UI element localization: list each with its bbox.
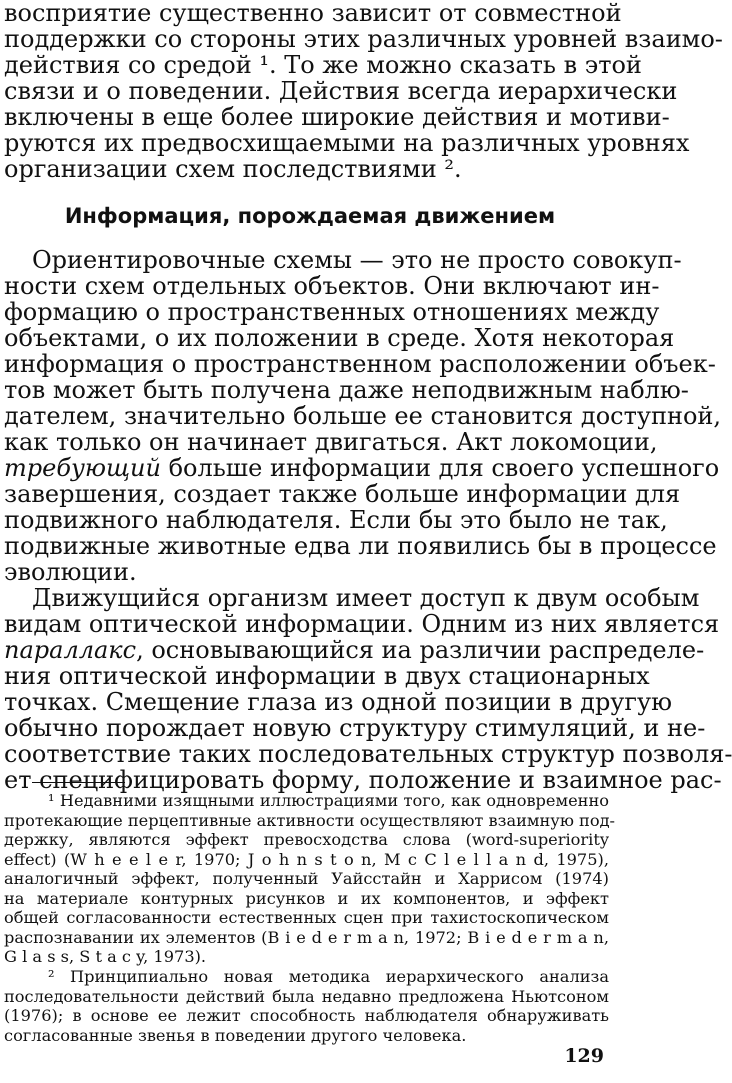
text-line: эволюции. [4,558,137,586]
text-line: включены в еще более широкие действия и мотиви- [4,103,670,131]
text-line: ет специфицировать форму, положение и взаимное рас- [4,766,722,794]
text-line: аналогичный эффект, полученный Уайсстайн и Харрисом (1974) [4,869,609,888]
text-line: дателем, значительно больше ее становится доступной, [4,402,722,430]
text-line: видам оптической информации. Одним из них является [4,610,720,638]
text-line: подвижные животные едва ли появились бы в процессе [4,532,717,560]
text-line: руются их предвосхищаемыми на различных уровнях [4,129,690,157]
text-line: ¹ Недавними изящными иллюстрациями того, как одновременно [48,791,609,810]
text-line: effect) (W h e e l e r, 1970; J o h n s t o n, M c C l e l l a n d, 1975), [4,849,609,869]
text-line: (1976); в основе ее лежит способность наблюдателя обнаруживать [4,1006,609,1025]
text-line: протекающие перцептивные активности осуществляют взаимную под- [4,810,616,830]
text-line: объектами, о их положении в среде. Хотя некоторая [4,324,675,352]
text-line: ния оптической информации в двух стационарных [4,662,650,690]
text-line: на материале контурных рисунков и их компонентов, и эффект [4,888,609,908]
text-line: общей согласованности естественных сцен при тахистоскопическом [4,908,609,927]
text-line-rest: , основывающийся иа различии распределе- [136,636,705,664]
text-line: распознавании их элементов (B i e d e r m a n, 1972; B i e d e r m a n, [4,927,609,947]
text-line: связи и о поведении. Действия всегда иерархически [4,77,678,105]
text-line: точках. Смещение глаза из одной позиции в другую [4,688,673,716]
text-line: завершения, создает также больше информации для [4,480,681,508]
footnote-separator [32,782,125,783]
text-line: организации схем последствиями ². [4,155,462,183]
emphasized-term: параллакс [4,636,137,664]
text-line: поддержки со стороны этих различных уровней взаимо- [4,25,723,53]
text-line: Ориентировочные схемы — это не просто совокуп- [32,246,682,274]
text-line: последовательности действий была недавно предложена Ньютсоном [4,986,609,1006]
text-line: информация о пространственном расположении объек- [4,350,716,378]
section-heading: Информация, порождаемая движением [64,204,556,228]
text-line: Движущийся организм имеет доступ к двум особым [32,584,700,612]
text-line: G l a s s, S t a c y, 1973). [4,947,207,966]
text-line: тов может быть получена даже неподвижным наблю- [4,376,689,404]
text-line [4,636,705,664]
text-line-rest: больше информации для своего успешного [160,454,720,482]
text-line: подвижного наблюдателя. Если бы это было не так, [4,506,668,534]
text-line: держку, являются эффект превосходства слова (word-superiority [4,830,609,849]
text-line: действия со средой ¹. То же можно сказать в этой [4,51,642,79]
text-line: восприятие существенно зависит от совместной [4,0,622,27]
page-number: 129 [564,1045,604,1067]
text-line: обычно порождает новую структуру стимуляций, и не- [4,714,706,742]
text-line: формацию о пространственных отношениях между [4,298,660,326]
text-line: ности схем отдельных объектов. Они включают ин- [4,272,660,300]
text-line [4,454,720,482]
text-line: ² Принципиально новая методика иерархического анализа [48,967,609,986]
text-line: соответствие таких последовательных структур позволя- [4,740,732,768]
text-line: согласованные звенья в поведении другого человека. [4,1025,467,1045]
emphasized-term: требующий [4,454,161,482]
text-line: как только он начинает двигаться. Акт локомоции, [4,428,658,456]
